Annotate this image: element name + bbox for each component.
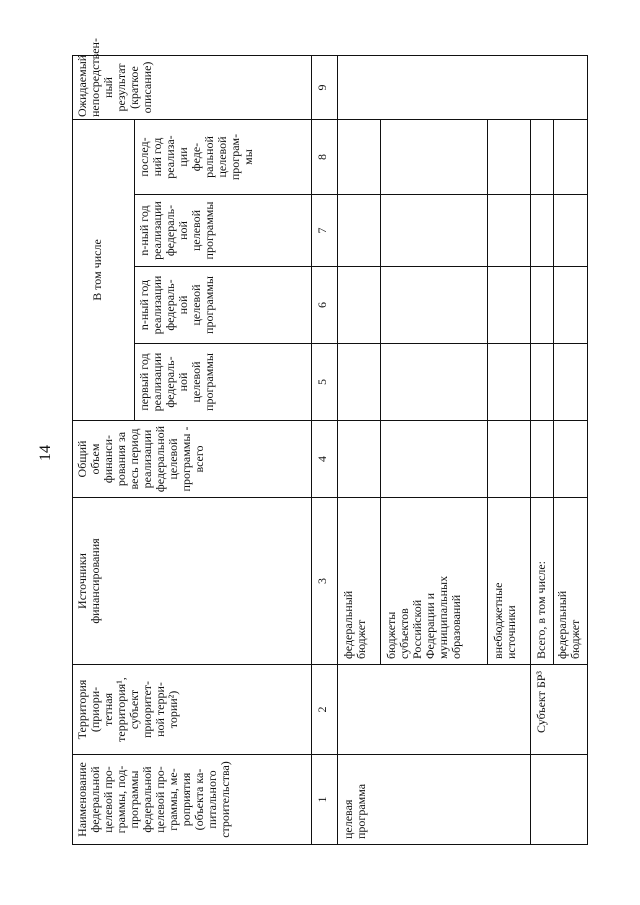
colnum-9	[311, 55, 338, 120]
program-name-text: целевая программа	[341, 783, 368, 839]
header-result	[72, 38, 312, 120]
header-sources	[72, 497, 312, 665]
header-last-year	[134, 119, 312, 195]
header-name	[72, 754, 312, 845]
source-federal-text: федеральный бюджет	[341, 590, 368, 659]
source-b-federal-text: федеральный бюджет	[555, 590, 582, 659]
colnum-6-text: 6	[315, 302, 329, 308]
data-col-6	[337, 266, 588, 344]
header-name-text: Наименование федеральной целевой про- граммы, под- программы федеральной целевой про- граммы, ме- роприятия (объекта ка- питального строительства)	[75, 761, 232, 838]
colnum-2-text: 2	[315, 706, 329, 713]
colnum-1-text: 1	[315, 796, 329, 803]
colnum-5-text: 5	[315, 379, 329, 385]
colnum-1	[311, 754, 338, 845]
result-body-cell	[337, 55, 588, 120]
header-territory	[72, 664, 312, 755]
colnum-6	[311, 266, 338, 344]
colnum-7	[311, 194, 338, 267]
source-row-regional	[380, 497, 488, 665]
colnum-9-text: 9	[315, 84, 329, 91]
financing-table	[72, 38, 588, 845]
colnum-5	[311, 343, 338, 421]
colnum-4	[311, 420, 338, 498]
header-n-year-2	[134, 194, 312, 267]
source-regional-text: бюджеты субъектов Российской Федерации и муниципальных образований	[384, 575, 463, 659]
header-n-year-2-text: n-ный год реализации федераль- ной целевой программы	[137, 201, 216, 260]
colnum-2	[311, 664, 338, 755]
colnum-8	[311, 119, 338, 195]
source-total-text: Всего, в том числе:	[534, 561, 548, 659]
data-col-8	[337, 119, 588, 195]
header-sources-text: Источники финансирования	[75, 538, 102, 624]
header-last-year-text: послед- ний год реализа- ции феде- ральной целевой програм- мы	[137, 133, 255, 181]
header-total-text: Общий объем финанси- рования за весь период реализации федеральной целевой программы - всего	[75, 425, 206, 493]
header-group	[72, 119, 135, 421]
page-number: 14	[37, 445, 54, 461]
header-n-year-1-text: n-ный год реализации федераль- ной целевой программы	[137, 275, 216, 335]
colnum-8-text: 8	[315, 154, 329, 160]
header-total	[72, 420, 312, 498]
colnum-3-text: 3	[315, 578, 329, 584]
colnum-4-text: 4	[315, 456, 329, 462]
source-b-federal	[553, 497, 588, 665]
colnum-3	[311, 497, 338, 665]
source-row-extrabudget	[487, 497, 531, 665]
header-n-year-1	[134, 266, 312, 344]
header-territory-text: Территория (приори- тетная территория¹, субъект приоритет- ной терри- тории²)	[75, 677, 180, 742]
source-row-federal	[337, 497, 381, 665]
colnum-7-text: 7	[315, 227, 329, 234]
header-result-text: Ожидаемый непосредствен- ный результат (краткое описание)	[75, 38, 154, 117]
source-total	[530, 497, 554, 665]
source-extrabudget-text: внебюджетные источники	[491, 582, 518, 659]
subject-text: Субъект БР³	[534, 671, 548, 733]
rotated-table-wrapper	[72, 38, 588, 845]
header-group-text: В том числе	[90, 239, 104, 301]
header-first-year	[134, 343, 312, 421]
header-first-year-text: первый год реализации федераль- ной целевой программы	[137, 352, 216, 412]
subject-cell	[530, 664, 588, 845]
last-row-strip	[588, 580, 602, 640]
data-col-5	[337, 343, 588, 421]
data-col-7	[337, 194, 588, 267]
